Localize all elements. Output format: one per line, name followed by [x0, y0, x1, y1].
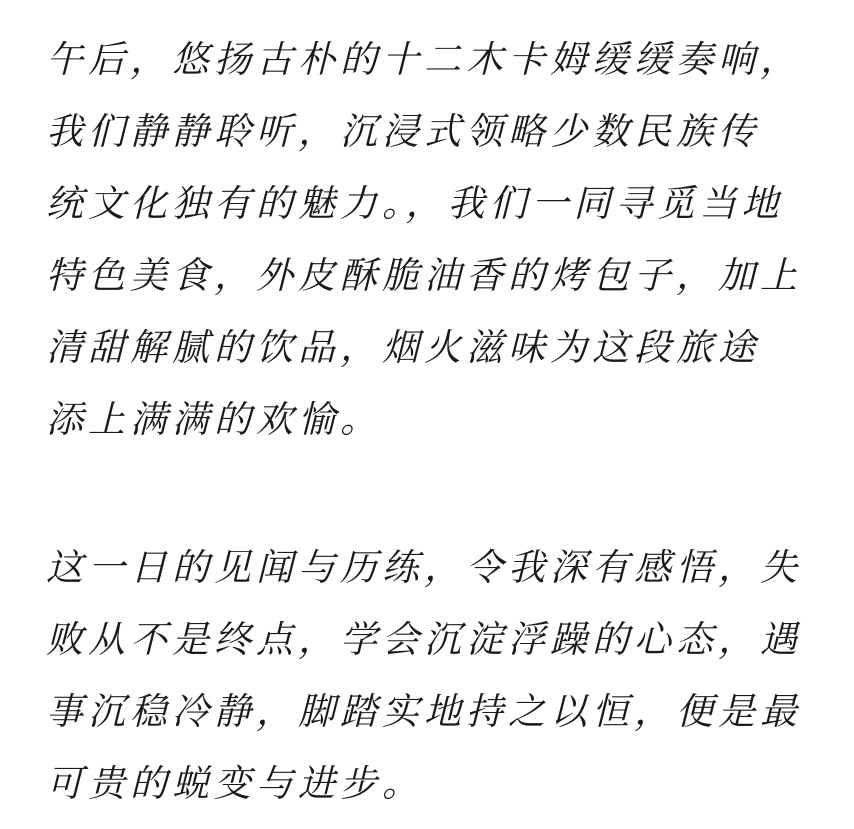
text-line: 我们静静聆听，沉浸式领略少数民族传	[46, 110, 760, 153]
text-line: 这一日的见闻与历练，令我深有感悟，失	[46, 546, 802, 589]
text-line: 清甜解腻的饮品，烟火滋味为这段旅途	[46, 326, 760, 369]
text-line: 败从不是终点，学会沉淀浮躁的心态，遇	[46, 618, 802, 661]
text-line: 事沉稳冷静，脚踏实地持之以恒，便是最	[46, 690, 802, 733]
text-line: 添上满满的欢愉。	[46, 398, 382, 441]
text-line: 可贵的蜕变与进步。	[46, 762, 424, 805]
paragraph-1	[46, 24, 826, 456]
text-line: 统文化独有的魅力。，我们一同寻觅当地	[46, 182, 784, 225]
paragraph-2	[46, 532, 826, 820]
text-line: 午后，悠扬古朴的十二木卡姆缓缓奏响，	[46, 38, 802, 81]
text-line: 特色美食，外皮酥脆油香的烤包子，加上	[46, 254, 802, 297]
